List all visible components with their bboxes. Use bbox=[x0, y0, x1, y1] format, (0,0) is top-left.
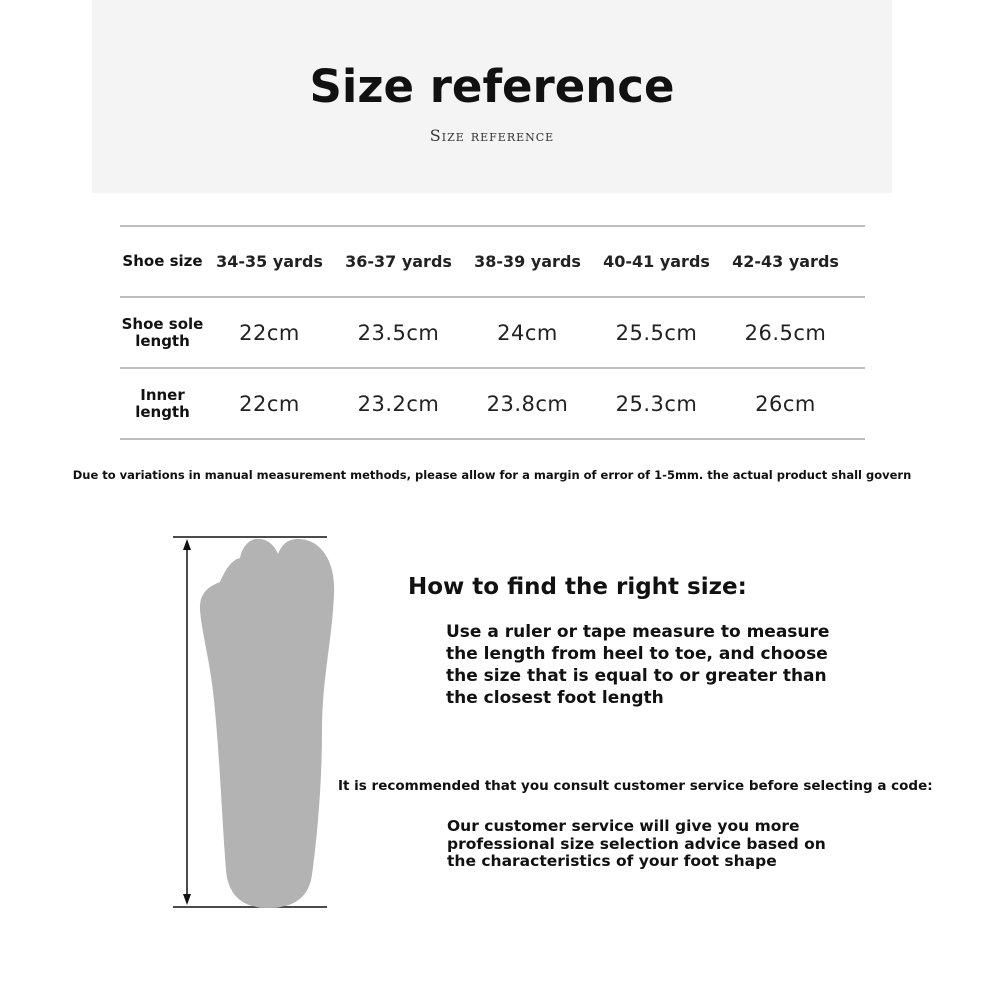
guide-body: Use a ruler or tape measure to measure the length from heel to toe, and choose the size that is equal to or greater than the closest foot length bbox=[446, 622, 830, 708]
row-label-inner-length: Inner length bbox=[135, 385, 190, 421]
sole-length-cell: 22cm bbox=[239, 320, 300, 345]
table-row-sole-length bbox=[120, 296, 865, 367]
row-label-sole-length: Shoe sole length bbox=[121, 314, 204, 350]
size-cell: 42-43 yards bbox=[732, 252, 839, 271]
guide-title: How to find the right size: bbox=[408, 574, 747, 600]
size-cell: 36-37 yards bbox=[345, 252, 452, 271]
foot-measurement-svg bbox=[170, 530, 340, 915]
size-cell: 34-35 yards bbox=[216, 252, 323, 271]
inner-length-cell: 25.3cm bbox=[615, 391, 698, 416]
foot-measurement-icon bbox=[170, 530, 340, 915]
arrow-head-top bbox=[183, 539, 191, 550]
table-row-inner-length bbox=[120, 367, 865, 440]
measurement-note: Due to variations in manual measurement methods, please allow for a margin of error of 1-5mm. the actual product shall govern bbox=[72, 468, 912, 482]
page-title: Size reference bbox=[309, 60, 675, 113]
sole-length-cell: 25.5cm bbox=[615, 320, 698, 345]
foot-silhouette bbox=[200, 539, 334, 908]
size-cell: 40-41 yards bbox=[603, 252, 710, 271]
size-cell: 38-39 yards bbox=[474, 252, 581, 271]
inner-length-cell: 22cm bbox=[239, 391, 300, 416]
arrow-head-bottom bbox=[183, 894, 191, 905]
row-label-shoe-size: Shoe size bbox=[122, 252, 203, 270]
header-band bbox=[92, 0, 892, 193]
size-table bbox=[120, 225, 865, 440]
page-subtitle: Size reference bbox=[429, 126, 555, 145]
sole-length-cell: 23.5cm bbox=[357, 320, 440, 345]
sole-length-cell: 26.5cm bbox=[744, 320, 827, 345]
inner-length-cell: 23.8cm bbox=[486, 391, 569, 416]
inner-length-cell: 23.2cm bbox=[357, 391, 440, 416]
sole-length-cell: 24cm bbox=[497, 320, 558, 345]
table-row-shoe-size bbox=[120, 225, 865, 296]
service-text: Our customer service will give you more professional size selection advice based on the characteristics of your foot shape bbox=[447, 817, 826, 870]
recommend-text: It is recommended that you consult customer service before selecting a code: bbox=[338, 778, 933, 794]
inner-length-cell: 26cm bbox=[755, 391, 816, 416]
